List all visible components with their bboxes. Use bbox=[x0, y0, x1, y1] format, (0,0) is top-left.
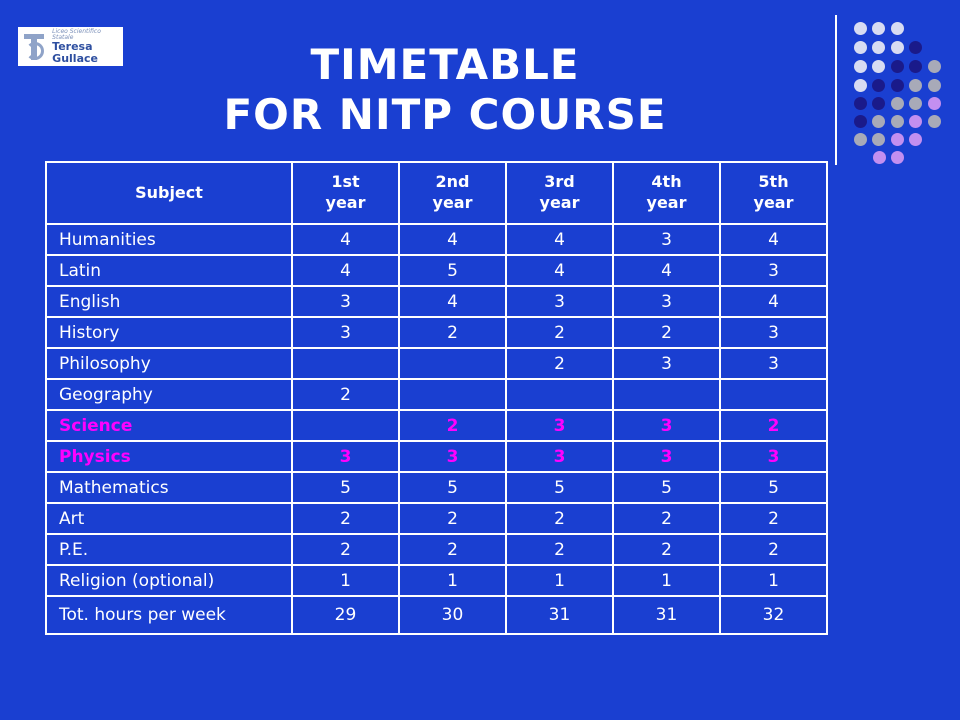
hours-cell-year-3: 2 bbox=[506, 534, 613, 565]
subject-cell: P.E. bbox=[46, 534, 292, 565]
decorative-divider bbox=[835, 15, 837, 165]
decorative-dot bbox=[909, 79, 922, 92]
subject-cell: Physics bbox=[46, 441, 292, 472]
decorative-dot bbox=[909, 41, 922, 54]
hours-cell-year-4: 5 bbox=[613, 472, 720, 503]
header-year-4: 4th year bbox=[613, 162, 720, 224]
hours-cell-year-3: 5 bbox=[506, 472, 613, 503]
decorative-dot bbox=[928, 115, 941, 128]
decorative-dot bbox=[872, 60, 885, 73]
subject-cell: Science bbox=[46, 410, 292, 441]
hours-cell-year-4 bbox=[613, 379, 720, 410]
decorative-dot bbox=[872, 22, 885, 35]
total-row bbox=[46, 596, 827, 634]
hours-cell-year-3: 31 bbox=[506, 596, 613, 634]
decorative-dot bbox=[854, 22, 867, 35]
hours-cell-year-1: 2 bbox=[292, 534, 399, 565]
subject-cell: English bbox=[46, 286, 292, 317]
decorative-dot bbox=[854, 79, 867, 92]
decorative-dot bbox=[909, 115, 922, 128]
hours-cell-year-3: 1 bbox=[506, 565, 613, 596]
hours-cell-year-5: 32 bbox=[720, 596, 827, 634]
subject-cell: History bbox=[46, 317, 292, 348]
hours-cell-year-5: 5 bbox=[720, 472, 827, 503]
hours-cell-year-5: 2 bbox=[720, 503, 827, 534]
table-row bbox=[46, 317, 827, 348]
decorative-dot bbox=[891, 41, 904, 54]
hours-cell-year-3: 2 bbox=[506, 503, 613, 534]
header-year-1: 1st year bbox=[292, 162, 399, 224]
hours-cell-year-4: 3 bbox=[613, 348, 720, 379]
table-header-row bbox=[46, 162, 827, 224]
decorative-dot bbox=[891, 151, 904, 164]
table-row bbox=[46, 379, 827, 410]
hours-cell-year-1: 3 bbox=[292, 317, 399, 348]
hours-cell-year-2 bbox=[399, 348, 506, 379]
hours-cell-year-4: 31 bbox=[613, 596, 720, 634]
decorative-dot bbox=[909, 60, 922, 73]
hours-cell-year-4: 3 bbox=[613, 224, 720, 255]
hours-cell-year-2: 30 bbox=[399, 596, 506, 634]
hours-cell-year-5: 3 bbox=[720, 255, 827, 286]
hours-cell-year-2: 1 bbox=[399, 565, 506, 596]
hours-cell-year-4: 2 bbox=[613, 503, 720, 534]
hours-cell-year-1: 3 bbox=[292, 441, 399, 472]
hours-cell-year-2: 4 bbox=[399, 224, 506, 255]
hours-cell-year-1: 2 bbox=[292, 379, 399, 410]
decorative-dot bbox=[928, 79, 941, 92]
subject-cell: Philosophy bbox=[46, 348, 292, 379]
hours-cell-year-1: 1 bbox=[292, 565, 399, 596]
hours-cell-year-3: 4 bbox=[506, 224, 613, 255]
decorative-dot bbox=[891, 60, 904, 73]
hours-cell-year-1 bbox=[292, 410, 399, 441]
subject-cell: Humanities bbox=[46, 224, 292, 255]
hours-cell-year-5: 1 bbox=[720, 565, 827, 596]
decorative-dot bbox=[891, 115, 904, 128]
decorative-dot bbox=[891, 79, 904, 92]
subject-cell: Art bbox=[46, 503, 292, 534]
decorative-dot bbox=[854, 115, 867, 128]
hours-cell-year-4: 3 bbox=[613, 410, 720, 441]
logo-mark-icon bbox=[22, 32, 46, 62]
decorative-dot bbox=[854, 60, 867, 73]
decorative-dot bbox=[909, 133, 922, 146]
logo-name-line1: Teresa bbox=[52, 40, 93, 54]
hours-cell-year-4: 3 bbox=[613, 286, 720, 317]
slide-title bbox=[180, 40, 710, 139]
decorative-dot bbox=[854, 97, 867, 110]
hours-cell-year-1 bbox=[292, 348, 399, 379]
hours-cell-year-2: 2 bbox=[399, 503, 506, 534]
hours-cell-year-1: 5 bbox=[292, 472, 399, 503]
decorative-dot bbox=[854, 41, 867, 54]
decorative-dot bbox=[891, 133, 904, 146]
hours-cell-year-2 bbox=[399, 379, 506, 410]
header-year-2: 2nd year bbox=[399, 162, 506, 224]
hours-cell-year-3: 3 bbox=[506, 441, 613, 472]
decorative-dot bbox=[872, 79, 885, 92]
hours-cell-year-5: 3 bbox=[720, 441, 827, 472]
decorative-dot bbox=[872, 41, 885, 54]
hours-cell-year-4: 3 bbox=[613, 441, 720, 472]
table-row bbox=[46, 286, 827, 317]
table-row bbox=[46, 472, 827, 503]
decorative-dot bbox=[928, 97, 941, 110]
decorative-dot bbox=[909, 97, 922, 110]
hours-cell-year-2: 2 bbox=[399, 534, 506, 565]
table-row bbox=[46, 255, 827, 286]
timetable-table bbox=[45, 161, 828, 635]
hours-cell-year-1: 2 bbox=[292, 503, 399, 534]
hours-cell-year-2: 5 bbox=[399, 472, 506, 503]
hours-cell-year-4: 2 bbox=[613, 534, 720, 565]
header-subject: Subject bbox=[46, 162, 292, 224]
subject-cell: Latin bbox=[46, 255, 292, 286]
decorative-dot bbox=[854, 133, 867, 146]
hours-cell-year-2: 2 bbox=[399, 410, 506, 441]
logo-name-line2: Gullace bbox=[52, 51, 98, 65]
hours-cell-year-2: 4 bbox=[399, 286, 506, 317]
table-row bbox=[46, 503, 827, 534]
hours-cell-year-1: 4 bbox=[292, 224, 399, 255]
hours-cell-year-3 bbox=[506, 379, 613, 410]
header-year-5: 5th year bbox=[720, 162, 827, 224]
table-row bbox=[46, 441, 827, 472]
hours-cell-year-5: 3 bbox=[720, 317, 827, 348]
decorative-dot bbox=[872, 115, 885, 128]
table-row bbox=[46, 410, 827, 441]
subject-cell: Tot. hours per week bbox=[46, 596, 292, 634]
table-row bbox=[46, 534, 827, 565]
table-row bbox=[46, 565, 827, 596]
hours-cell-year-4: 2 bbox=[613, 317, 720, 348]
decorative-dot bbox=[872, 133, 885, 146]
hours-cell-year-5: 4 bbox=[720, 224, 827, 255]
logo-subtitle: Liceo Scientifico Statale bbox=[52, 27, 101, 41]
title-line-2: FOR NITP COURSE bbox=[223, 89, 667, 139]
table-row bbox=[46, 224, 827, 255]
hours-cell-year-5 bbox=[720, 379, 827, 410]
hours-cell-year-1: 4 bbox=[292, 255, 399, 286]
hours-cell-year-3: 3 bbox=[506, 410, 613, 441]
hours-cell-year-5: 3 bbox=[720, 348, 827, 379]
decorative-dot bbox=[873, 151, 886, 164]
header-year-3: 3rd year bbox=[506, 162, 613, 224]
hours-cell-year-5: 2 bbox=[720, 410, 827, 441]
hours-cell-year-3: 2 bbox=[506, 317, 613, 348]
decorative-dot bbox=[891, 22, 904, 35]
subject-cell: Mathematics bbox=[46, 472, 292, 503]
school-logo bbox=[18, 27, 123, 66]
decorative-dot bbox=[872, 97, 885, 110]
logo-text bbox=[52, 29, 119, 65]
hours-cell-year-5: 2 bbox=[720, 534, 827, 565]
hours-cell-year-1: 29 bbox=[292, 596, 399, 634]
decorative-dot bbox=[891, 97, 904, 110]
hours-cell-year-1: 3 bbox=[292, 286, 399, 317]
title-line-1: TIMETABLE bbox=[310, 40, 580, 89]
hours-cell-year-2: 3 bbox=[399, 441, 506, 472]
hours-cell-year-3: 3 bbox=[506, 286, 613, 317]
decorative-dot bbox=[928, 60, 941, 73]
hours-cell-year-4: 4 bbox=[613, 255, 720, 286]
table-row bbox=[46, 348, 827, 379]
hours-cell-year-2: 5 bbox=[399, 255, 506, 286]
subject-cell: Religion (optional) bbox=[46, 565, 292, 596]
hours-cell-year-3: 4 bbox=[506, 255, 613, 286]
hours-cell-year-5: 4 bbox=[720, 286, 827, 317]
hours-cell-year-3: 2 bbox=[506, 348, 613, 379]
subject-cell: Geography bbox=[46, 379, 292, 410]
hours-cell-year-2: 2 bbox=[399, 317, 506, 348]
hours-cell-year-4: 1 bbox=[613, 565, 720, 596]
